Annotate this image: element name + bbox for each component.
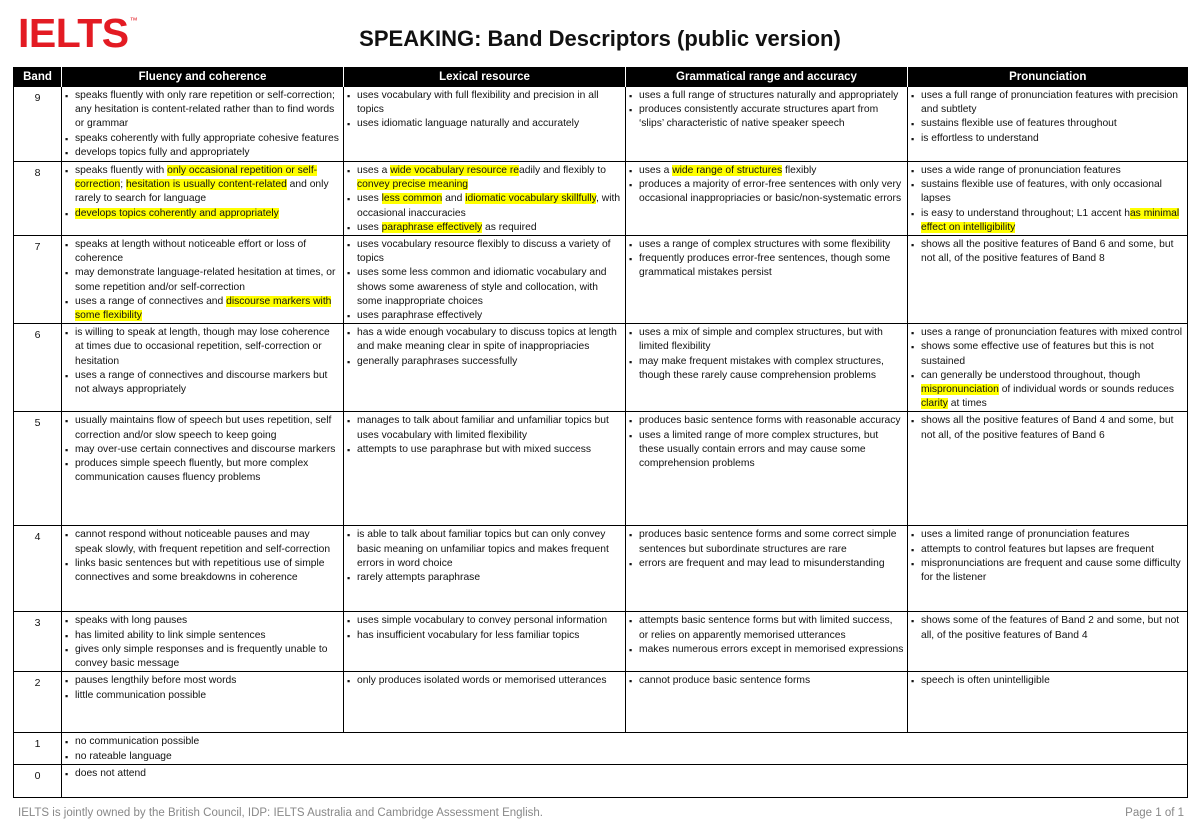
- descriptor-text: gives only simple responses and is frequently unable to convey basic message: [75, 643, 328, 670]
- descriptor-item: [911, 238, 1184, 266]
- descriptor-list: [911, 89, 1184, 146]
- descriptor-text: of individual words or sounds reduces: [998, 384, 1174, 396]
- table-body: [14, 87, 1188, 798]
- band-number: 7: [14, 236, 62, 324]
- descriptor-item: [629, 614, 904, 642]
- highlighted-text: less common: [381, 193, 443, 205]
- table-row-band-5: [14, 412, 1188, 526]
- descriptor-cell-pronunciation: [908, 672, 1188, 733]
- descriptor-item: [629, 252, 904, 280]
- table-row-band-1: [14, 733, 1188, 765]
- descriptor-item: [65, 674, 340, 688]
- descriptor-text: only produces isolated words or memorised utterances: [357, 675, 607, 687]
- descriptor-text: cannot produce basic sentence forms: [639, 675, 811, 687]
- descriptor-list: [629, 674, 904, 688]
- descriptor-text: has insufficient vocabulary for less familiar topics: [357, 629, 580, 641]
- descriptor-text: speaks coherently with fully appropriate cohesive features: [75, 132, 339, 144]
- descriptor-item: [629, 414, 904, 428]
- descriptor-text: adily and flexibly to: [518, 165, 606, 176]
- descriptor-item: [65, 326, 340, 369]
- descriptor-cell-lexical: [344, 324, 626, 412]
- highlighted-text: hesitation is usually content-related: [125, 179, 287, 191]
- header-fluency: Fluency and coherence: [62, 67, 344, 87]
- table-row-band-3: [14, 612, 1188, 672]
- descriptor-item: [629, 178, 904, 206]
- descriptor-item: [347, 309, 622, 323]
- descriptor-item: [629, 355, 904, 383]
- highlighted-text: as minimal effect on intelligibility: [921, 207, 1180, 233]
- descriptor-text: errors are frequent and may lead to misunderstanding: [639, 557, 885, 569]
- descriptor-cell-grammar: [626, 412, 908, 526]
- descriptor-item: [65, 528, 340, 556]
- descriptor-text: links basic sentences but with repetitious use of simple connectives and some breakdowns in coherence: [75, 557, 325, 584]
- descriptor-item: [911, 369, 1184, 412]
- descriptor-text: produces consistently accurate structures apart from ‘slips’ characteristic of native speaker speech: [639, 104, 879, 130]
- descriptor-text: uses a mix of simple and complex structures, but with limited flexibility: [639, 327, 883, 353]
- descriptor-cell: [62, 733, 1188, 765]
- descriptor-item: [629, 103, 904, 131]
- descriptor-list: [629, 414, 904, 471]
- descriptor-list: [911, 614, 1184, 642]
- descriptor-item: [65, 735, 1184, 749]
- band-number: 4: [14, 526, 62, 612]
- band-number: 8: [14, 162, 62, 236]
- descriptor-text: does not attend: [75, 768, 146, 780]
- descriptor-list: [65, 414, 340, 485]
- descriptor-list: [911, 674, 1184, 688]
- descriptor-text: may over-use certain connectives and discourse markers: [75, 443, 336, 455]
- band-number: 1: [14, 733, 62, 765]
- descriptor-item: [65, 132, 340, 146]
- descriptor-text: and: [442, 193, 466, 205]
- band-number: 9: [14, 87, 62, 162]
- descriptor-item: [65, 207, 340, 221]
- descriptor-text: uses a wide range of pronunciation features: [921, 165, 1121, 176]
- band-number: 0: [14, 765, 62, 798]
- descriptor-list: [347, 326, 622, 369]
- descriptor-text: develops topics fully and appropriately: [75, 146, 250, 158]
- descriptor-cell-grammar: [626, 236, 908, 324]
- descriptor-cell-fluency: [62, 236, 344, 324]
- descriptor-text: uses idiomatic language naturally and accurately: [357, 118, 580, 130]
- descriptor-item: [911, 178, 1184, 206]
- descriptor-text: shows all the positive features of Band 4 and some, but not all, of the positive features of Band 6: [921, 415, 1174, 441]
- descriptor-item: [347, 629, 622, 643]
- descriptor-item: [629, 164, 904, 178]
- descriptor-item: [911, 414, 1184, 442]
- descriptor-text: and only rarely to search for language: [75, 179, 329, 205]
- descriptor-text: speaks at length without noticeable effort or loss of coherence: [75, 239, 307, 265]
- descriptor-list: [347, 614, 622, 642]
- descriptor-item: [911, 543, 1184, 557]
- descriptor-text: sustains flexible use of features throughout: [921, 118, 1117, 130]
- descriptor-cell-grammar: [626, 87, 908, 162]
- highlighted-text: wide range of structures: [672, 165, 783, 176]
- descriptor-item: [911, 614, 1184, 642]
- highlighted-text: idiomatic vocabulary skillfully: [465, 193, 597, 205]
- descriptor-cell-lexical: [344, 236, 626, 324]
- descriptor-text: shows some effective use of features but this is not sustained: [921, 341, 1154, 367]
- descriptor-cell-fluency: [62, 612, 344, 672]
- descriptor-list: [347, 528, 622, 585]
- descriptor-list: [65, 238, 340, 323]
- descriptor-item: [347, 89, 622, 117]
- table-row-band-0: [14, 765, 1188, 798]
- descriptor-text: makes numerous errors except in memorised expressions: [639, 643, 904, 655]
- descriptor-item: [347, 355, 622, 369]
- descriptor-cell-grammar: [626, 612, 908, 672]
- descriptor-text: may demonstrate language-related hesitation at times, or some repetition and/or self-correction: [75, 267, 336, 293]
- descriptor-text: uses a limited range of pronunciation features: [921, 529, 1130, 541]
- descriptor-item: [629, 326, 904, 354]
- descriptor-item: [629, 557, 904, 571]
- descriptor-item: [347, 326, 622, 354]
- descriptor-text: may make frequent mistakes with complex structures, though these rarely cause comprehension problems: [639, 355, 884, 381]
- descriptor-list: [629, 238, 904, 281]
- descriptor-item: [347, 674, 622, 688]
- descriptor-list: [629, 89, 904, 132]
- descriptor-list: [911, 528, 1184, 585]
- descriptor-item: [629, 674, 904, 688]
- descriptor-item: [629, 643, 904, 657]
- descriptor-item: [347, 221, 622, 235]
- descriptor-text: uses paraphrase effectively: [357, 310, 483, 322]
- descriptor-text: attempts to control features but lapses are frequent: [921, 543, 1154, 555]
- descriptor-cell-grammar: [626, 526, 908, 612]
- descriptor-cell-lexical: [344, 526, 626, 612]
- descriptor-item: [347, 266, 622, 309]
- descriptor-text: speaks with long pauses: [75, 615, 188, 627]
- descriptor-text: uses a range of complex structures with some flexibility: [639, 239, 891, 251]
- descriptor-item: [629, 528, 904, 556]
- highlighted-text: clarity: [921, 398, 948, 410]
- descriptor-item: [347, 571, 622, 585]
- descriptor-text: flexibly: [782, 165, 817, 176]
- descriptor-cell-fluency: [62, 162, 344, 236]
- header-lexical: Lexical resource: [344, 67, 626, 87]
- descriptor-item: [911, 164, 1184, 178]
- descriptor-text: uses a range of pronunciation features with mixed control: [921, 327, 1183, 339]
- descriptor-item: [347, 443, 622, 457]
- band-number: 3: [14, 612, 62, 672]
- table-row-band-6: [14, 324, 1188, 412]
- page-title: SPEAKING: Band Descriptors (public version): [359, 26, 841, 51]
- descriptor-text: uses a range of connectives and: [75, 295, 227, 307]
- descriptor-cell-pronunciation: [908, 324, 1188, 412]
- descriptor-list: [347, 238, 622, 323]
- descriptor-cell-fluency: [62, 87, 344, 162]
- descriptor-list: [629, 326, 904, 383]
- descriptor-text: no communication possible: [75, 736, 200, 748]
- descriptor-text: uses simple vocabulary to convey personal information: [357, 615, 608, 627]
- band-number: 5: [14, 412, 62, 526]
- descriptor-item: [65, 89, 340, 132]
- footer-page-number: Page 1 of 1: [1125, 807, 1184, 819]
- highlighted-text: paraphrase effectively: [381, 221, 483, 233]
- descriptor-text: is willing to speak at length, though may lose coherence at times due to occasional repetition, self-correction or hesitation: [75, 327, 330, 367]
- descriptor-text: is able to talk about familiar topics but can only convey basic meaning on unfamiliar topics and makes frequent errors in word choice: [357, 529, 609, 569]
- descriptor-text: no rateable language: [75, 750, 172, 762]
- highlighted-text: convey precise meaning: [357, 179, 469, 191]
- descriptor-cell-fluency: [62, 324, 344, 412]
- descriptor-text: uses: [357, 221, 382, 233]
- descriptor-item: [911, 674, 1184, 688]
- descriptor-list: [347, 89, 622, 132]
- descriptor-item: [65, 146, 340, 160]
- descriptor-item: [911, 207, 1184, 235]
- descriptor-text: mispronunciations are frequent and cause some difficulty for the listener: [921, 557, 1181, 584]
- descriptor-list: [65, 89, 340, 160]
- descriptor-cell-pronunciation: [908, 526, 1188, 612]
- descriptor-text: produces basic sentence forms and some correct simple sentences but subordinate structures are rare: [639, 529, 897, 555]
- descriptor-item: [629, 89, 904, 103]
- descriptor-list: [65, 735, 1184, 763]
- descriptor-cell-grammar: [626, 672, 908, 733]
- descriptor-item: [911, 340, 1184, 368]
- descriptor-item: [65, 767, 1184, 781]
- descriptor-item: [65, 266, 340, 294]
- descriptor-text: produces a majority of error-free sentences with only very occasional inappropriacies or basic/non-systematic errors: [639, 179, 902, 205]
- descriptor-cell: [62, 765, 1188, 798]
- band-descriptors-table: [13, 67, 1188, 798]
- descriptor-list: [911, 164, 1184, 235]
- descriptor-item: [347, 414, 622, 442]
- descriptor-text: uses a full range of pronunciation features with precision and subtlety: [921, 90, 1178, 116]
- highlighted-text: wide vocabulary resource re: [390, 165, 519, 176]
- descriptor-item: [911, 528, 1184, 542]
- descriptor-item: [65, 443, 340, 457]
- descriptor-cell-lexical: [344, 412, 626, 526]
- descriptor-list: [911, 326, 1184, 411]
- highlighted-text: only occasional repetition or self-correction: [75, 165, 318, 191]
- descriptor-text: is easy to understand throughout; L1 accent h: [921, 207, 1130, 219]
- descriptor-item: [65, 457, 340, 485]
- header-band: Band: [14, 67, 62, 87]
- descriptor-list: [911, 238, 1184, 266]
- descriptor-item: [65, 557, 340, 585]
- descriptor-text: uses a range of connectives and discourse markers but not always appropriately: [75, 369, 328, 396]
- descriptor-text: little communication possible: [75, 689, 207, 701]
- descriptor-item: [65, 629, 340, 643]
- descriptor-text: cannot respond without noticeable pauses and may speak slowly, with frequent repetition and self-correction: [75, 529, 331, 555]
- descriptor-cell-fluency: [62, 526, 344, 612]
- descriptor-item: [347, 117, 622, 131]
- descriptor-cell-fluency: [62, 672, 344, 733]
- descriptor-list: [65, 164, 340, 221]
- highlighted-text: develops topics coherently and appropriately: [75, 207, 279, 219]
- highlighted-text: discourse markers with some flexibility: [75, 295, 332, 322]
- descriptor-list: [65, 614, 340, 671]
- descriptor-list: [65, 528, 340, 585]
- descriptor-cell-pronunciation: [908, 612, 1188, 672]
- descriptor-cell-fluency: [62, 412, 344, 526]
- descriptor-text: frequently produces error-free sentences, though some grammatical mistakes persist: [639, 253, 891, 279]
- descriptor-list: [347, 164, 622, 235]
- descriptor-text: usually maintains flow of speech but uses repetition, self correction and/or slow speech to keep going: [75, 415, 332, 441]
- descriptor-text: rarely attempts paraphrase: [357, 572, 481, 584]
- band-number: 6: [14, 324, 62, 412]
- descriptor-text: speaks fluently with only rare repetition or self-correction; any hesitation is content-related rather than to find words or grammar: [75, 90, 335, 130]
- descriptor-text: can generally be understood throughout, though: [921, 369, 1141, 381]
- descriptor-list: [65, 326, 340, 397]
- descriptor-text: is effortless to understand: [921, 132, 1039, 144]
- descriptor-item: [911, 89, 1184, 117]
- descriptor-list: [65, 674, 340, 702]
- logo-trademark: ™: [129, 16, 138, 25]
- descriptor-list: [629, 528, 904, 571]
- descriptor-cell-lexical: [344, 612, 626, 672]
- descriptor-text: shows some of the features of Band 2 and some, but not all, of the positive features of Band 4: [921, 615, 1180, 641]
- descriptor-cell-lexical: [344, 87, 626, 162]
- table-row-band-2: [14, 672, 1188, 733]
- descriptor-text: ;: [120, 179, 126, 191]
- table-row-band-9: [14, 87, 1188, 162]
- descriptor-text: shows all the positive features of Band 6 and some, but not all, of the positive features of Band 8: [921, 239, 1174, 265]
- descriptor-item: [347, 614, 622, 628]
- descriptor-item: [65, 238, 340, 266]
- descriptor-list: [629, 614, 904, 657]
- descriptor-item: [911, 326, 1184, 340]
- descriptor-list: [629, 164, 904, 207]
- descriptor-text: uses a: [639, 165, 673, 176]
- descriptor-text: uses vocabulary with full flexibility and precision in all topics: [357, 90, 599, 116]
- descriptor-text: uses some less common and idiomatic vocabulary and shows some awareness of style and collocation, with some inappropriate choices: [357, 267, 607, 307]
- descriptor-cell-pronunciation: [908, 412, 1188, 526]
- descriptor-cell-pronunciation: [908, 87, 1188, 162]
- descriptor-text: has a wide enough vocabulary to discuss topics at length and make meaning clear in spite of inappropriacies: [357, 327, 617, 353]
- descriptor-item: [911, 132, 1184, 146]
- descriptor-text: produces basic sentence forms with reasonable accuracy: [639, 415, 901, 427]
- descriptor-cell-grammar: [626, 162, 908, 236]
- table-row-band-4: [14, 526, 1188, 612]
- descriptor-item: [65, 750, 1184, 764]
- descriptor-text: uses a limited range of more complex structures, but these usually contain errors and may cause some comprehension problems: [639, 429, 879, 470]
- table-row-band-7: [14, 236, 1188, 324]
- descriptor-text: uses a: [357, 165, 391, 176]
- descriptor-item: [65, 369, 340, 397]
- descriptor-list: [347, 414, 622, 457]
- header-pronunciation: Pronunciation: [908, 67, 1188, 87]
- descriptor-item: [911, 117, 1184, 131]
- band-number: 2: [14, 672, 62, 733]
- descriptor-item: [347, 192, 622, 220]
- footer-ownership-note: IELTS is jointly owned by the British Council, IDP: IELTS Australia and Cambridge Assessment English.: [18, 807, 543, 819]
- highlighted-text: mispronunciation: [921, 384, 999, 396]
- table-header-row: [14, 67, 1188, 87]
- descriptor-text: has limited ability to link simple sentences: [75, 629, 266, 641]
- descriptor-text: attempts to use paraphrase but with mixed success: [357, 443, 592, 455]
- descriptor-cell-pronunciation: [908, 162, 1188, 236]
- descriptor-cell-lexical: [344, 672, 626, 733]
- descriptor-list: [911, 414, 1184, 442]
- descriptor-text: as required: [482, 221, 537, 233]
- descriptor-item: [65, 164, 340, 207]
- descriptor-text: produces simple speech fluently, but more complex communication causes fluency problems: [75, 458, 309, 484]
- descriptor-cell-grammar: [626, 324, 908, 412]
- descriptor-text: manages to talk about familiar and unfamiliar topics but uses vocabulary with limited flexibility: [357, 415, 609, 441]
- descriptor-item: [911, 557, 1184, 585]
- descriptor-text: at times: [947, 398, 987, 410]
- descriptor-text: uses: [357, 193, 382, 205]
- descriptor-list: [347, 674, 622, 688]
- descriptor-item: [65, 414, 340, 442]
- descriptor-item: [65, 643, 340, 671]
- descriptor-text: attempts basic sentence forms but with limited success, or relies on apparently memorised utterances: [639, 615, 893, 641]
- descriptor-item: [347, 164, 622, 192]
- descriptor-item: [347, 238, 622, 266]
- descriptor-text: uses vocabulary resource flexibly to discuss a variety of topics: [357, 239, 611, 265]
- descriptor-item: [347, 528, 622, 571]
- header-grammar: Grammatical range and accuracy: [626, 67, 908, 87]
- table-row-band-8: [14, 162, 1188, 236]
- descriptor-list: [65, 767, 1184, 781]
- descriptor-text: sustains flexible use of features, with only occasional lapses: [921, 179, 1162, 205]
- descriptor-item: [65, 295, 340, 323]
- descriptor-item: [629, 238, 904, 252]
- descriptor-text: speaks fluently with: [75, 165, 168, 176]
- descriptor-text: uses a full range of structures naturally and appropriately: [639, 90, 899, 101]
- descriptor-cell-lexical: [344, 162, 626, 236]
- descriptor-cell-pronunciation: [908, 236, 1188, 324]
- descriptor-text: speech is often unintelligible: [921, 675, 1050, 687]
- logo-wordmark: IELTS: [18, 10, 129, 56]
- descriptor-item: [629, 429, 904, 472]
- descriptor-item: [65, 689, 340, 703]
- descriptor-text: generally paraphrases successfully: [357, 355, 518, 367]
- descriptor-item: [65, 614, 340, 628]
- descriptor-text: pauses lengthily before most words: [75, 675, 237, 687]
- descriptor-text: , with occasional inaccuracies: [357, 193, 621, 219]
